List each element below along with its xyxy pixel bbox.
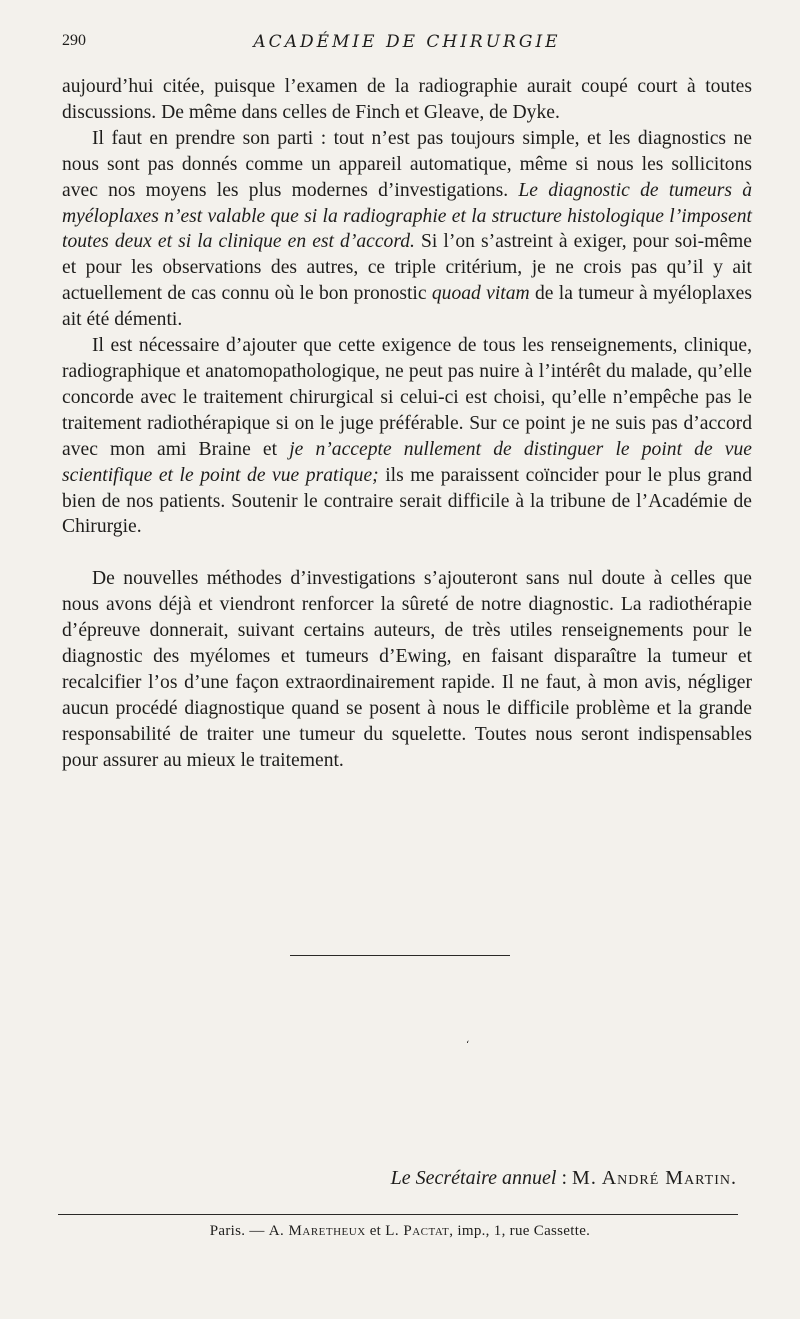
running-title: ACADÉMIE DE CHIRURGIE <box>253 32 561 52</box>
paragraph-4 <box>62 566 752 773</box>
text-run: De nouvelles méthodes d’investigations s’ajouteront sans nul doute à celles que nous avons déjà et viendront renforcer la sûreté de notre diagnostic. La radiothérapie d’épreuve donnerait, suivant certains auteurs, de très utiles renseignements pour le diagnostic des myélomes et tumeurs d’Ewing, en faisant disparaître la tumeur et recalcifier l’os d’une façon extraordinairement rapide. Il ne faut, à mon avis, négliger aucun procédé diagnostique quand se posent à nous le difficile problème et la grande responsabilité de traiter une tumeur du squelette. Toutes nous seront indispensables pour assurer au mieux le traitement. <box>62 568 752 771</box>
paragraph-2 <box>62 126 752 333</box>
italic-run: je n’accepte nullement de distinguer le point de vue scientifique et le point de vue pratique; <box>62 438 752 486</box>
page-header <box>62 32 752 56</box>
signature-separator: : <box>556 1167 573 1189</box>
signature-label: Le Secrétaire annuel <box>390 1167 557 1189</box>
italic-run: Le diagnostic de tumeurs à myéloplaxes n’est valable que si la radiographie et la structure histologique l’imposent toutes deux et si la clinique en est d’accord. <box>62 179 752 253</box>
signature-line <box>0 1167 737 1190</box>
page-number: 290 <box>62 32 86 49</box>
printer-imprint <box>0 1223 800 1240</box>
text-run: de la tumeur à myéloplaxes ait été démenti. <box>62 283 752 331</box>
italic-run: quoad vitam <box>431 283 530 305</box>
imprint-printer-2: L. Pactat <box>385 1223 450 1239</box>
decorative-dot: ‘ <box>466 1040 470 1051</box>
section-divider <box>290 955 510 956</box>
text-run: ils me paraissent coïncider pour le plus grand bien de nos patients. Soutenir le contraire serait difficile à la tribune de l’Académie de Chirurgie. <box>62 464 752 538</box>
imprint-suffix: , imp., 1, rue Cassette. <box>449 1223 591 1239</box>
signature-name: M. André Martin. <box>572 1167 737 1189</box>
paragraph-1 <box>62 74 752 126</box>
text-run: Si l’on s’astreint à exiger, pour soi-même et pour les observations des autres, ce triple critérium, je ne crois pas qu’il y ait actuellement de cas connu où le bon pronostic <box>62 231 752 305</box>
text-run: aujourd’hui citée, puisque l’examen de la radiographie aurait coupé court à toutes discussions. De même dans celles de Finch et Gleave, de Dyke. <box>62 76 752 123</box>
body-text <box>62 74 752 774</box>
text-run: Il est nécessaire d’ajouter que cette exigence de tous les renseignements, clinique, radiographique et anatomopathologique, ne peut pas nuire à l’intérêt du malade, qu’elle concorde avec le traitement chirurgical si celui-ci est choisi, qu’elle n’empêche pas le traitement radiothérapique si on le juge préférable. Sur ce point je ne suis pas d’accord avec mon ami Braine et <box>62 335 752 460</box>
imprint-conj: et <box>365 1223 386 1239</box>
paragraph-3 <box>62 333 752 540</box>
text-run: Il faut en prendre son parti : tout n’est pas toujours simple, et les diagnostics ne nous sont pas donnés comme un appareil automatique, même si nous les sollicitons avec nos moyens les plus modernes d’investigations. <box>62 127 752 201</box>
footer-rule <box>58 1214 738 1215</box>
imprint-prefix: Paris. — <box>209 1223 269 1239</box>
imprint-printer-1: A. Maretheux <box>268 1223 366 1239</box>
